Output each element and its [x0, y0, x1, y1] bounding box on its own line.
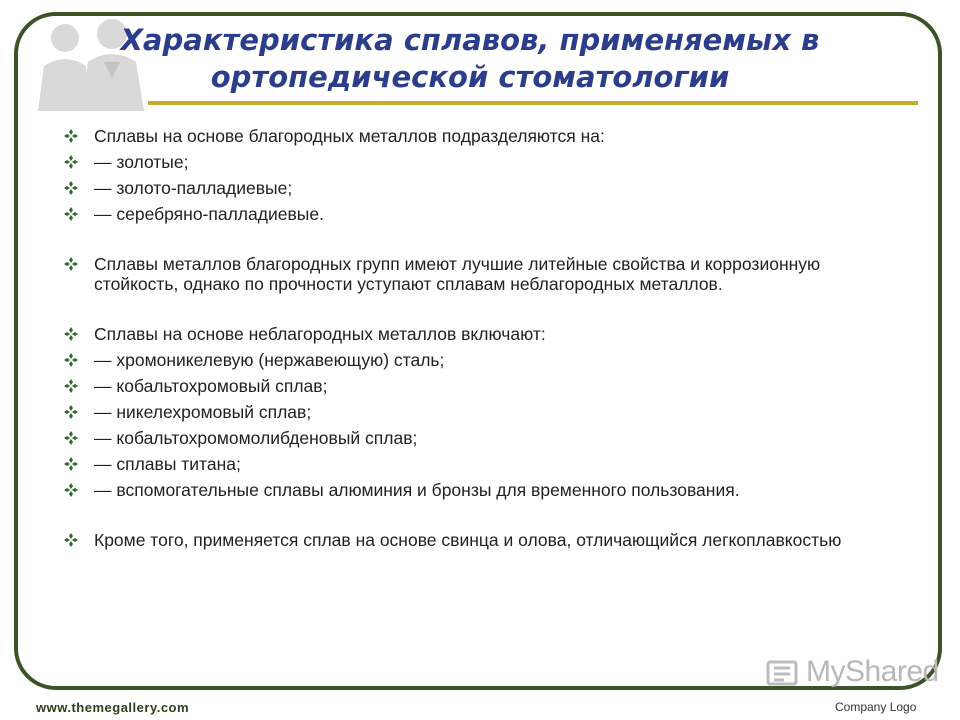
bullet-text: Сплавы на основе благородных металлов подразделяются на:: [94, 126, 605, 146]
diamond-bullet-icon: [64, 353, 78, 367]
diamond-bullet-icon: [64, 257, 78, 271]
bullet-item: [64, 178, 904, 198]
bullet-text: — серебряно-палладиевые.: [94, 204, 324, 224]
bullet-text: Кроме того, применяется сплав на основе свинца и олова, отличающийся легкоплавкостью: [94, 530, 842, 550]
diamond-bullet-icon: [64, 155, 78, 169]
bullet-item: [64, 152, 904, 172]
footer-url: www.themegallery.com: [36, 700, 190, 715]
diamond-bullet-icon: [64, 129, 78, 143]
diamond-bullet-icon: [64, 405, 78, 419]
bullet-text: — никелехромовый сплав;: [94, 402, 312, 422]
diamond-bullet-icon: [64, 483, 78, 497]
bullet-item: [64, 402, 904, 422]
bullet-item: [64, 376, 904, 396]
bullet-text: — кобальтохромовый сплав;: [94, 376, 328, 396]
bullet-text: — хромоникелевую (нержавеющую) сталь;: [94, 350, 445, 370]
diamond-bullet-icon: [64, 379, 78, 393]
bullet-item: [64, 454, 904, 474]
diamond-bullet-icon: [64, 181, 78, 195]
diamond-bullet-icon: [64, 327, 78, 341]
slide-title: Характеристика сплавов, применяемых в ортопедической стоматологии: [120, 23, 820, 94]
bullet-text: — золотые;: [94, 152, 189, 172]
diamond-bullet-icon: [64, 457, 78, 471]
bullet-item: [64, 254, 904, 294]
bullet-item: [64, 530, 904, 550]
bullet-item: [64, 324, 904, 344]
bullet-text: Сплавы на основе неблагородных металлов включают:: [94, 324, 546, 344]
diamond-bullet-icon: [64, 431, 78, 445]
bullet-text: Сплавы металлов благородных групп имеют лучшие литейные свойства и коррозионную стойкость, однако по прочности уступают сплавам неблагородных металлов.: [94, 254, 821, 294]
myshared-logo-text: MyShared: [806, 655, 939, 688]
bullet-item: [64, 204, 904, 224]
title-underline: [148, 101, 918, 105]
diamond-bullet-icon: [64, 207, 78, 221]
bullet-item: [64, 428, 904, 448]
bullet-item: [64, 126, 904, 146]
bullet-text: — золото-палладиевые;: [94, 178, 293, 198]
bullet-text: — вспомогательные сплавы алюминия и бронзы для временного пользования.: [94, 480, 740, 500]
bullet-list: [64, 126, 904, 556]
bullet-item: [64, 350, 904, 370]
bullet-text: — кобальтохромомолибденовый сплав;: [94, 428, 418, 448]
company-logo-label: Company Logo: [835, 700, 917, 714]
bullet-text: — сплавы титана;: [94, 454, 241, 474]
diamond-bullet-icon: [64, 533, 78, 547]
bullet-item: [64, 480, 904, 500]
